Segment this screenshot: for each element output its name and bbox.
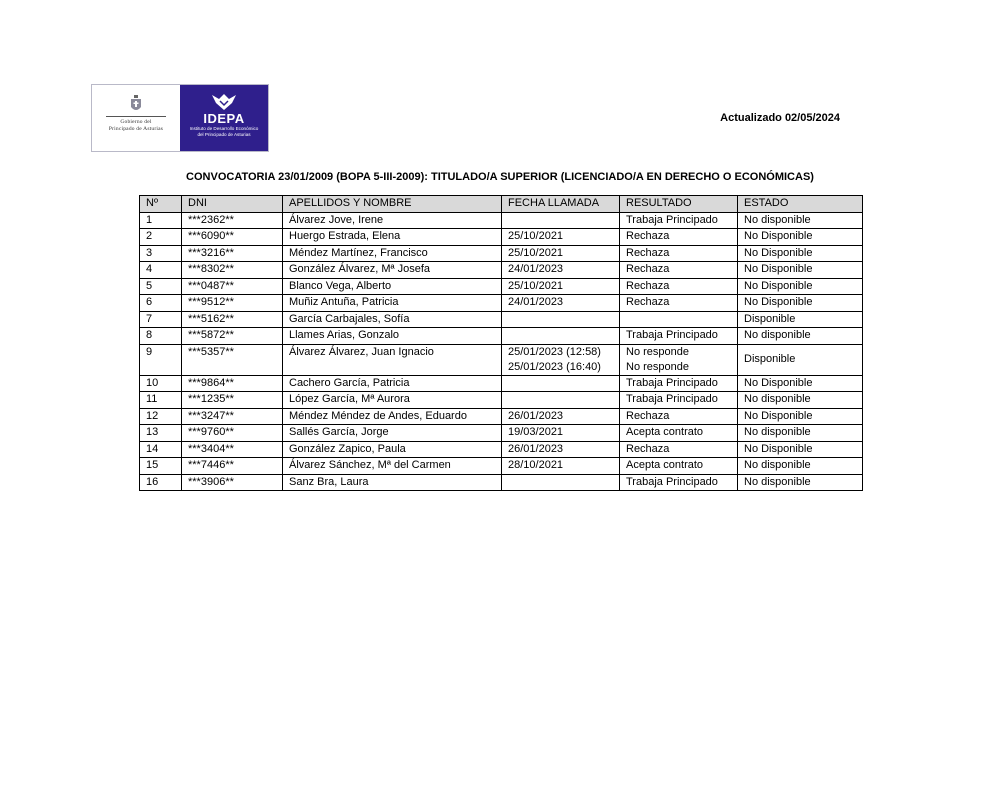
- cell-number: 10: [140, 375, 182, 392]
- cell-number: 3: [140, 245, 182, 262]
- result-entry: Rechaza: [626, 263, 670, 275]
- cell-dni: ***5357**: [182, 344, 283, 375]
- cell-result: [620, 229, 738, 246]
- cell-number: 11: [140, 392, 182, 409]
- result-entry: Rechaza: [626, 279, 670, 292]
- call-date-entry: 25/01/2023 (12:58): [508, 345, 601, 358]
- table-row: [140, 328, 863, 345]
- cell-result: [620, 408, 738, 425]
- cell-call-date: [502, 295, 620, 312]
- cell-result: [620, 375, 738, 392]
- cell-status: No Disponible: [738, 441, 863, 458]
- result-entry: Trabaja Principado: [626, 475, 718, 488]
- cell-number: 14: [140, 441, 182, 458]
- idepa-mark-icon: [211, 93, 237, 111]
- cell-dni: ***1235**: [182, 392, 283, 409]
- cell-number: 15: [140, 458, 182, 475]
- call-date-entry: 24/01/2023: [508, 296, 564, 308]
- result-entry: No responde: [626, 360, 689, 373]
- cell-dni: ***9760**: [182, 425, 283, 442]
- updated-date: Actualizado 02/05/2024: [720, 112, 840, 124]
- cell-result: [620, 245, 738, 262]
- cell-dni: ***8302**: [182, 262, 283, 279]
- cell-name: Sallés García, Jorge: [283, 425, 502, 442]
- cell-call-date: [502, 392, 620, 409]
- cell-result: [620, 311, 738, 328]
- asturias-crest-icon: [129, 95, 143, 113]
- table-row: [140, 375, 863, 392]
- cell-name: Huergo Estrada, Elena: [283, 229, 502, 246]
- cell-dni: ***3216**: [182, 245, 283, 262]
- cell-call-date: [502, 278, 620, 295]
- result-entry: Rechaza: [626, 230, 670, 242]
- document-title: CONVOCATORIA 23/01/2009 (BOPA 5-III-2009): TITULADO/A SUPERIOR (LICENCIADO/A EN DERECHO O ECONÓMICAS): [186, 171, 814, 183]
- result-entry: Rechaza: [626, 409, 670, 422]
- cell-name: Llames Arias, Gonzalo: [283, 328, 502, 345]
- table-row: [140, 245, 863, 262]
- cell-call-date: [502, 212, 620, 229]
- cell-status: No Disponible: [738, 408, 863, 425]
- cell-call-date: [502, 344, 620, 375]
- cell-number: 7: [140, 311, 182, 328]
- cell-result: [620, 328, 738, 345]
- gov-logo-line-1: Gobierno del: [120, 119, 152, 125]
- table-row: [140, 458, 863, 475]
- table-row: [140, 262, 863, 279]
- cell-status: No disponible: [738, 328, 863, 345]
- table-header-row: [140, 196, 863, 213]
- call-date-entry: 25/01/2023 (16:40): [508, 360, 601, 373]
- cell-call-date: [502, 425, 620, 442]
- header-logos: [91, 84, 269, 152]
- cell-result: [620, 278, 738, 295]
- cell-name: Méndez Méndez de Andes, Eduardo: [283, 408, 502, 425]
- cell-dni: ***2362**: [182, 212, 283, 229]
- table-body: [140, 212, 863, 491]
- cell-number: 9: [140, 344, 182, 375]
- cell-name: Muñiz Antuña, Patricia: [283, 295, 502, 312]
- cell-dni: ***7446**: [182, 458, 283, 475]
- table-row: [140, 278, 863, 295]
- result-entry: Acepta contrato: [626, 426, 704, 438]
- cell-status: Disponible: [738, 344, 863, 375]
- table-row: [140, 392, 863, 409]
- cell-call-date: [502, 262, 620, 279]
- cell-dni: ***5872**: [182, 328, 283, 345]
- cell-name: Méndez Martínez, Francisco: [283, 245, 502, 262]
- cell-status: No Disponible: [738, 295, 863, 312]
- cell-name: González Zapico, Paula: [283, 441, 502, 458]
- cell-status: No Disponible: [738, 229, 863, 246]
- result-entry: Trabaja Principado: [626, 393, 718, 405]
- cell-number: 12: [140, 408, 182, 425]
- column-header-call-date: FECHA LLAMADA: [502, 196, 620, 213]
- cell-result: [620, 262, 738, 279]
- result-entry: Trabaja Principado: [626, 376, 718, 389]
- cell-status: No disponible: [738, 212, 863, 229]
- cell-dni: ***6090**: [182, 229, 283, 246]
- cell-call-date: [502, 408, 620, 425]
- call-date-entry: 26/01/2023: [508, 409, 564, 422]
- cell-call-date: [502, 441, 620, 458]
- idepa-logo-sub-1: Instituto de Desarrollo Económico: [189, 126, 259, 131]
- cell-number: 1: [140, 212, 182, 229]
- result-entry: Rechaza: [626, 296, 670, 308]
- cell-call-date: [502, 375, 620, 392]
- cell-dni: ***3404**: [182, 441, 283, 458]
- cell-dni: ***5162**: [182, 311, 283, 328]
- cell-status: No Disponible: [738, 278, 863, 295]
- column-header-dni: DNI: [182, 196, 283, 213]
- cell-name: González Álvarez, Mª Josefa: [283, 262, 502, 279]
- cell-call-date: [502, 229, 620, 246]
- table-row: [140, 425, 863, 442]
- cell-result: [620, 344, 738, 375]
- logo-divider: [106, 116, 166, 117]
- result-entry: Rechaza: [626, 442, 670, 455]
- cell-name: Álvarez Jove, Irene: [283, 212, 502, 229]
- cell-result: [620, 458, 738, 475]
- cell-call-date: [502, 311, 620, 328]
- result-entry: Rechaza: [626, 246, 670, 259]
- candidates-table: [139, 195, 863, 491]
- result-entry: Trabaja Principado: [626, 329, 718, 341]
- idepa-logo-sub-2: del Principado de Asturias: [197, 132, 251, 137]
- cell-dni: ***9512**: [182, 295, 283, 312]
- result-entry: Acepta contrato: [626, 459, 704, 471]
- cell-status: Disponible: [738, 311, 863, 328]
- call-date-entry: 25/10/2021: [508, 230, 564, 242]
- cell-status: No disponible: [738, 425, 863, 442]
- table-row: [140, 408, 863, 425]
- table-row: [140, 212, 863, 229]
- cell-number: 16: [140, 474, 182, 491]
- table-row: [140, 311, 863, 328]
- cell-name: Álvarez Álvarez, Juan Ignacio: [283, 344, 502, 375]
- cell-status: No Disponible: [738, 375, 863, 392]
- column-header-status: ESTADO: [738, 196, 863, 213]
- cell-number: 8: [140, 328, 182, 345]
- call-date-entry: 24/01/2023: [508, 263, 564, 275]
- table-row: [140, 474, 863, 491]
- result-entry: No responde: [626, 345, 689, 358]
- call-date-entry: 25/10/2021: [508, 246, 564, 259]
- cell-number: 5: [140, 278, 182, 295]
- cell-result: [620, 295, 738, 312]
- cell-dni: ***0487**: [182, 278, 283, 295]
- call-date-entry: 28/10/2021: [508, 459, 564, 471]
- cell-name: Álvarez Sánchez, Mª del Carmen: [283, 458, 502, 475]
- principado-logo: [92, 85, 180, 151]
- cell-number: 4: [140, 262, 182, 279]
- idepa-logo-name: IDEPA: [203, 111, 245, 126]
- cell-status: No Disponible: [738, 262, 863, 279]
- cell-dni: ***9864**: [182, 375, 283, 392]
- column-header-number: Nº: [140, 196, 182, 213]
- table-row: [140, 441, 863, 458]
- cell-dni: ***3906**: [182, 474, 283, 491]
- cell-status: No disponible: [738, 392, 863, 409]
- cell-result: [620, 212, 738, 229]
- column-header-result: RESULTADO: [620, 196, 738, 213]
- cell-name: Blanco Vega, Alberto: [283, 278, 502, 295]
- cell-name: García Carbajales, Sofía: [283, 311, 502, 328]
- cell-name: López García, Mª Aurora: [283, 392, 502, 409]
- cell-name: Sanz Bra, Laura: [283, 474, 502, 491]
- cell-number: 13: [140, 425, 182, 442]
- table-row: [140, 229, 863, 246]
- cell-call-date: [502, 474, 620, 491]
- call-date-entry: 26/01/2023: [508, 442, 564, 455]
- idepa-logo: [180, 85, 268, 151]
- cell-call-date: [502, 458, 620, 475]
- column-header-name: APELLIDOS Y NOMBRE: [283, 196, 502, 213]
- cell-result: [620, 441, 738, 458]
- cell-call-date: [502, 245, 620, 262]
- gov-logo-line-2: Principado de Asturias: [108, 126, 164, 132]
- cell-number: 2: [140, 229, 182, 246]
- cell-result: [620, 474, 738, 491]
- table-row: [140, 344, 863, 375]
- cell-name: Cachero García, Patricia: [283, 375, 502, 392]
- cell-result: [620, 392, 738, 409]
- cell-number: 6: [140, 295, 182, 312]
- cell-dni: ***3247**: [182, 408, 283, 425]
- call-date-entry: 19/03/2021: [508, 426, 564, 438]
- call-date-entry: 25/10/2021: [508, 279, 564, 292]
- cell-call-date: [502, 328, 620, 345]
- cell-status: No disponible: [738, 458, 863, 475]
- table-row: [140, 295, 863, 312]
- cell-result: [620, 425, 738, 442]
- cell-status: No disponible: [738, 474, 863, 491]
- cell-status: No Disponible: [738, 245, 863, 262]
- result-entry: Trabaja Principado: [626, 213, 718, 226]
